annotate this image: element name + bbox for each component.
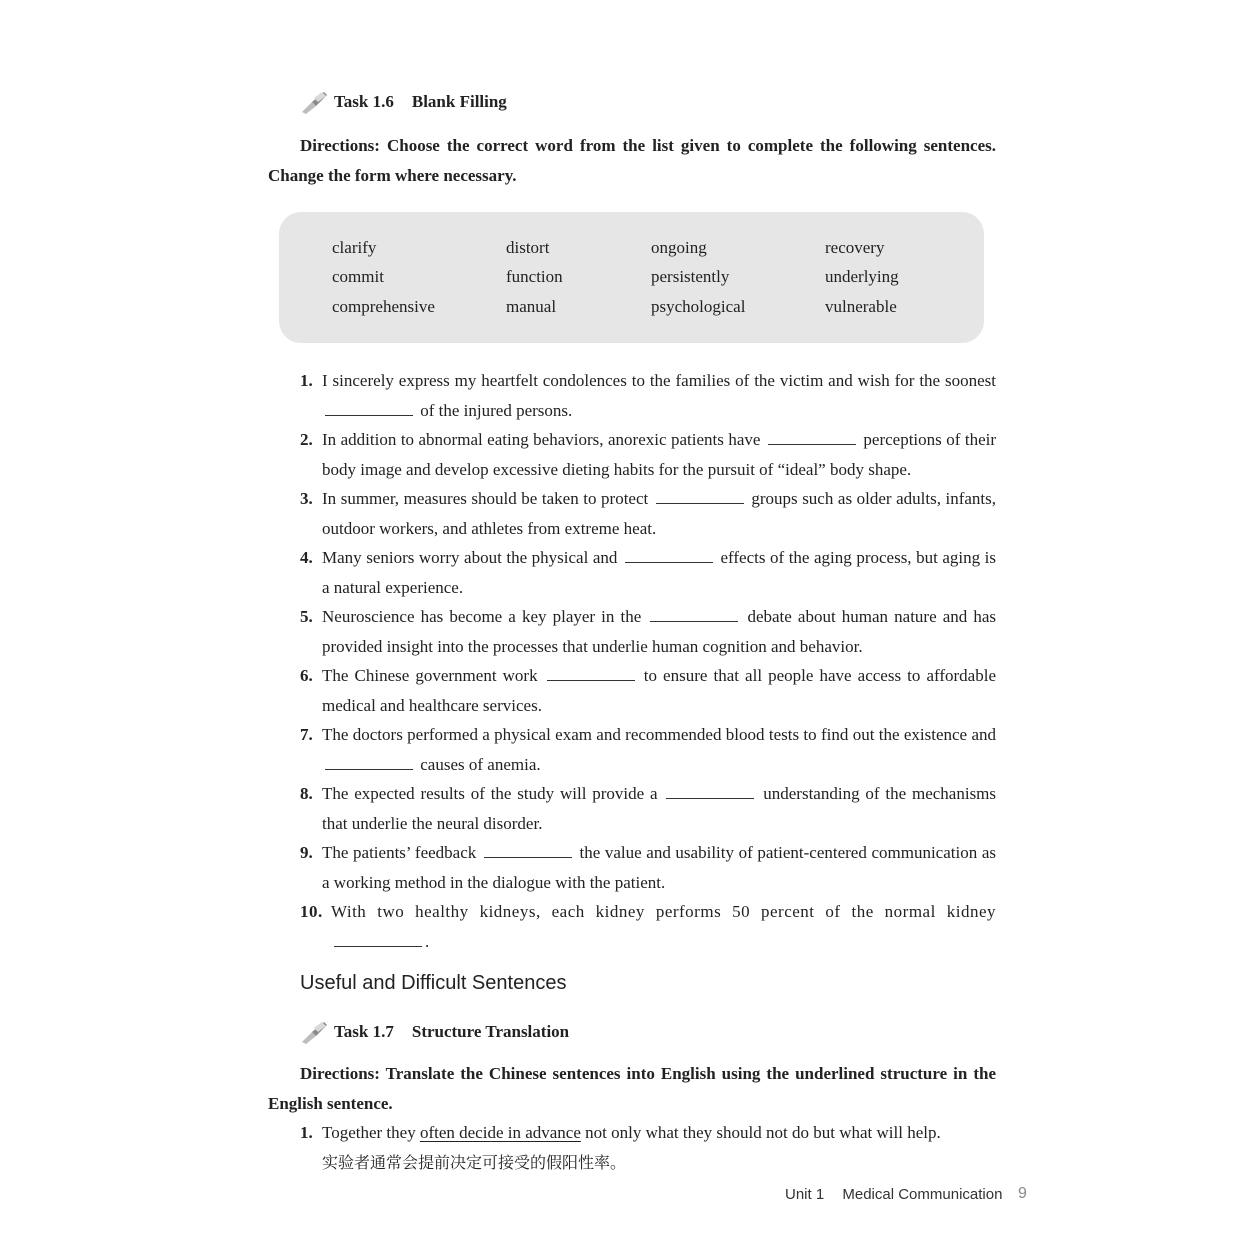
word-item: psychological (651, 297, 746, 316)
item-number: 3. (300, 489, 313, 508)
task-title: Blank Filling (411, 92, 507, 111)
item-text-after: causes of anemia. (420, 754, 541, 774)
word-item: function (506, 267, 563, 286)
answer-blank[interactable] (625, 548, 713, 563)
item-text-before: The expected results of the study will provide a (322, 784, 658, 803)
chinese-sentence: 实验者通常会提前决定可接受的假阳性率。 (322, 1152, 627, 1172)
pen-nib-icon (300, 90, 328, 114)
word-item: persistently (651, 267, 730, 286)
item-text-after: to ensure that all people have access to affordable medical and healthcare services. (322, 666, 997, 715)
word-item: clarify (332, 238, 377, 257)
answer-blank[interactable] (325, 401, 413, 416)
footer-unit: Unit 1 (785, 1186, 825, 1203)
item-text-after: . (425, 931, 430, 951)
exercise-item (300, 602, 996, 661)
page-footer (785, 1186, 1016, 1203)
exercise-item (300, 543, 996, 602)
item-number: 6. (300, 666, 313, 685)
item-number: 1. (300, 371, 313, 390)
task-title: Structure Translation (411, 1022, 570, 1041)
word-item: underlying (825, 267, 899, 286)
item-number: 4. (300, 548, 313, 567)
exercise-item (300, 897, 996, 956)
item-text-after: debate about human nature and has provided insight into the processes that underlie human cognition and behavior. (322, 607, 997, 656)
word-item: ongoing (651, 238, 707, 257)
exercise-item (300, 720, 996, 779)
footer-title: Medical Communication (842, 1186, 1003, 1203)
answer-blank[interactable] (484, 843, 572, 858)
exercise-item (300, 425, 996, 484)
answer-blank[interactable] (666, 784, 754, 799)
exercise-item (300, 661, 996, 720)
page-number: 9 (1018, 1185, 1027, 1202)
item-text-after: effects of the aging process, but aging is a natural experience. (322, 548, 996, 597)
exercise-item (300, 366, 996, 425)
task-1-6-heading (300, 90, 507, 114)
underlined-structure: often decide in advance (419, 1123, 581, 1142)
task-1-6-directions: Directions: Choose the correct word from the list given to complete the following sentences. Change the form where necessary. (268, 136, 996, 185)
answer-blank[interactable] (650, 607, 738, 622)
answer-blank[interactable] (656, 489, 744, 504)
item-number: 9. (300, 843, 313, 862)
word-item: distort (506, 238, 550, 257)
item-text-after: perceptions of their body image and develop excessive dieting habits for the pursuit of “ideal” body shape. (322, 430, 997, 479)
exercise-item (300, 838, 996, 897)
item-text-after: groups such as older adults, infants, outdoor workers, and athletes from extreme heat. (322, 489, 997, 538)
sentence-suffix: not only what they should not do but what will help. (585, 1123, 941, 1142)
answer-blank[interactable] (547, 666, 635, 681)
task-number: Task 1.6 (334, 92, 394, 111)
item-text-after: understanding of the mechanisms that underlie the neural disorder. (322, 784, 997, 833)
pen-nib-icon (300, 1020, 328, 1044)
word-item: commit (332, 267, 384, 286)
translation-item (300, 1118, 996, 1177)
task-1-7-directions: Directions: Translate the Chinese sentences into English using the underlined structure in the English sentence. (268, 1064, 996, 1113)
item-number: 1. (300, 1123, 313, 1142)
answer-blank[interactable] (325, 755, 413, 770)
word-item: vulnerable (825, 297, 897, 316)
word-list-box (279, 212, 984, 343)
item-number: 2. (300, 430, 313, 449)
answer-blank[interactable] (768, 430, 856, 445)
exercise-item (300, 484, 996, 543)
item-text-before: The Chinese government work (322, 666, 538, 685)
item-text-before: I sincerely express my heartfelt condolences to the families of the victim and wish for the soonest (322, 371, 996, 390)
task-number: Task 1.7 (334, 1022, 394, 1041)
item-number: 5. (300, 607, 313, 626)
item-number: 7. (300, 725, 313, 744)
item-text-before: With two healthy kidneys, each kidney performs 50 percent of the normal kidney (331, 902, 996, 921)
item-text-after: the value and usability of patient-centered communication as a working method in the dialogue with the patient. (322, 843, 996, 892)
sentence-prefix: Together they (322, 1123, 416, 1142)
word-item: manual (506, 297, 557, 316)
section-title: Useful and Difficult Sentences (300, 972, 567, 994)
answer-blank[interactable] (334, 932, 422, 947)
item-text-before: Many seniors worry about the physical and (322, 548, 618, 567)
item-text-before: The patients’ feedback (322, 843, 477, 862)
item-text-after: of the injured persons. (420, 400, 573, 420)
item-number: 8. (300, 784, 313, 803)
blank-filling-items (300, 366, 996, 956)
item-text-before: The doctors performed a physical exam and recommended blood tests to find out the existence and (322, 725, 996, 744)
item-number: 10. (300, 902, 323, 921)
item-text-before: Neuroscience has become a key player in the (322, 607, 642, 626)
word-item: recovery (825, 238, 885, 257)
word-item: comprehensive (332, 297, 435, 316)
item-text-before: In addition to abnormal eating behaviors, anorexic patients have (322, 430, 761, 449)
task-1-7-heading (300, 1020, 569, 1044)
item-text-before: In summer, measures should be taken to protect (322, 489, 649, 508)
exercise-item (300, 779, 996, 838)
